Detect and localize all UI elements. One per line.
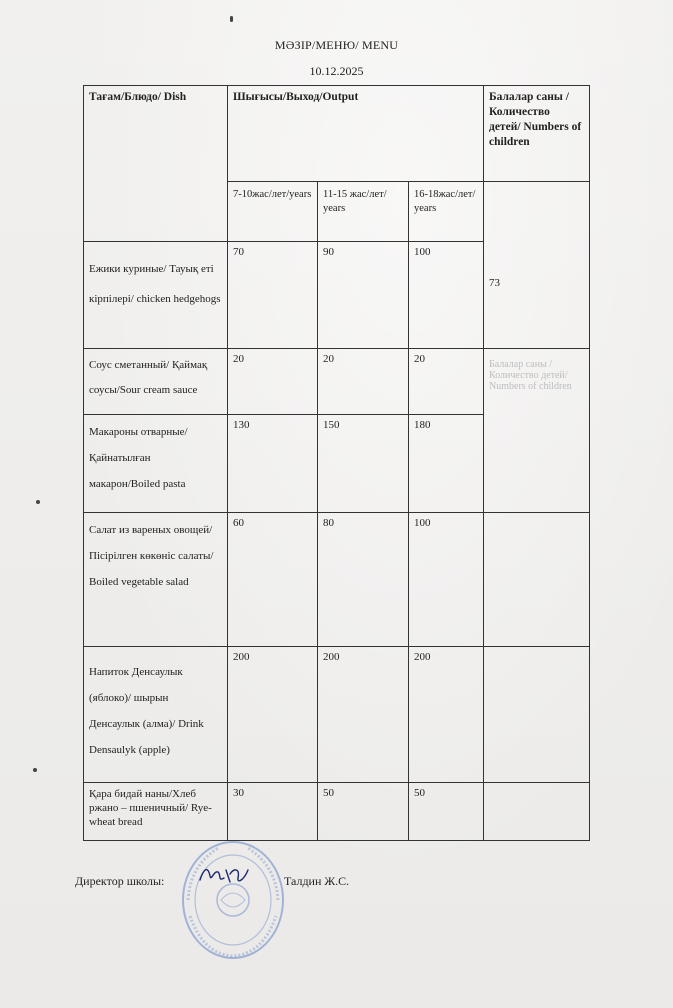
portion-7-10: 200 [228, 647, 318, 783]
age-group-16-18: 16-18жас/лет/ years [409, 182, 484, 242]
dish-name: Салат из вареных овощей/ Пісірілген көкөніс салаты/ Boiled vegetable salad [84, 513, 228, 647]
dish-column-header: Тағам/Блюдо/ Dish [84, 86, 228, 242]
portion-16-18: 180 [409, 415, 484, 513]
dish-name: Қара бидай наны/Хлеб ржано – пшеничный/ Rye-wheat bread [84, 783, 228, 841]
empty-cell [484, 513, 590, 647]
dish-name: Соус сметанный/ Қаймақ соусы/Sour cream sauce [84, 349, 228, 415]
dish-name: Напиток Денсаулык (яблоко)/ шырын Денсаулык (алма)/ Drink Densaulyk (apple) [84, 647, 228, 783]
director-name: Талдин Ж.С. [284, 874, 350, 888]
portion-11-15: 80 [318, 513, 409, 647]
children-column-header: Балалар саны /Количество детей/ Numbers of children [484, 86, 590, 182]
scan-speck [33, 768, 37, 772]
portion-7-10: 70 [228, 242, 318, 349]
bleed-through-text: Балалар саны /Количество детей/ Numbers of children [484, 349, 590, 513]
portion-7-10: 60 [228, 513, 318, 647]
output-column-header: Шығысы/Выход/Output [228, 86, 484, 182]
portion-16-18: 100 [409, 242, 484, 349]
portion-11-15: 20 [318, 349, 409, 415]
table-row [84, 349, 590, 415]
portion-11-15: 200 [318, 647, 409, 783]
portion-7-10: 30 [228, 783, 318, 841]
age-group-7-10: 7-10жас/лет/years [228, 182, 318, 242]
table-row [84, 647, 590, 783]
director-signature [196, 860, 256, 888]
portion-11-15: 50 [318, 783, 409, 841]
portion-11-15: 90 [318, 242, 409, 349]
portion-7-10: 130 [228, 415, 318, 513]
children-count: 73 [484, 182, 590, 349]
table-row [84, 513, 590, 647]
director-label: Директор школы: [75, 874, 165, 888]
portion-11-15: 150 [318, 415, 409, 513]
age-group-11-15: 11-15 жас/лет/ years [318, 182, 409, 242]
portion-16-18: 100 [409, 513, 484, 647]
menu-date: 10.12.2025 [309, 64, 364, 78]
empty-cell [484, 783, 590, 841]
table-row [84, 783, 590, 841]
scan-speck [230, 16, 233, 22]
table-header-row [84, 86, 590, 182]
school-stamp [178, 836, 288, 964]
empty-cell [484, 647, 590, 783]
portion-16-18: 200 [409, 647, 484, 783]
scan-speck [36, 500, 40, 504]
dish-name: Ежики куриные/ Тауық еті кірпілері/ chicken hedgehogs [84, 242, 228, 349]
menu-title: МӘЗІР/МЕНЮ/ MENU [274, 38, 399, 52]
dish-name: Макароны отварные/ Қайнатылған макарон/Boiled pasta [84, 415, 228, 513]
portion-16-18: 50 [409, 783, 484, 841]
portion-7-10: 20 [228, 349, 318, 415]
portion-16-18: 20 [409, 349, 484, 415]
menu-table [83, 85, 590, 841]
